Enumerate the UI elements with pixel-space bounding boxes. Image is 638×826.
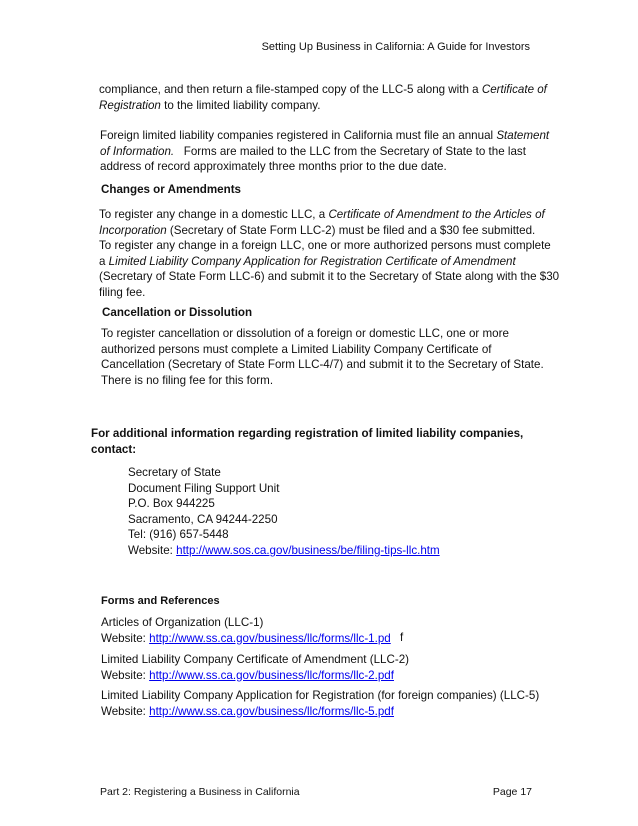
contact-org: Secretary of State (128, 466, 221, 479)
form-reference-llc1 (101, 615, 571, 646)
text-italic: Incorporation (99, 223, 167, 237)
text: contact: (91, 442, 137, 456)
text: to the limited liability company. (160, 98, 321, 112)
form-reference-llc2 (101, 652, 571, 683)
text: Cancellation (Secretary of State Form LLC-4/7) and submit it to the Secretary of State. (101, 358, 544, 371)
text: For additional information regarding registration of limited liability companies, (91, 427, 524, 440)
paragraph-cancellation (101, 326, 571, 388)
contact-phone: Tel: (916) 657-5448 (128, 528, 229, 542)
text-italic: Statement (496, 129, 550, 142)
heading-additional-information (91, 426, 571, 457)
paragraph-statement-of-information (100, 128, 570, 175)
text: To register cancellation or dissolution of a foreign or domestic LLC, one or more (101, 327, 509, 340)
heading-forms-and-references: Forms and References (101, 595, 220, 607)
website-label: Website: (101, 668, 150, 682)
paragraph-changes (99, 207, 574, 300)
text-italic: Certificate of (481, 83, 547, 96)
form-title: Articles of Organization (LLC-1) (101, 616, 264, 629)
text: There is no filing fee for this form. (101, 373, 274, 387)
website-label: Website: (101, 704, 150, 718)
footer-page-number: Page 17 (492, 786, 532, 798)
form-reference-llc5 (101, 688, 581, 719)
footer-section-title: Part 2: Registering a Business in California (100, 786, 300, 798)
text: Foreign limited liability companies registered in California must file an annual (100, 129, 497, 142)
text: a (99, 254, 109, 268)
text: compliance, and then return a file-stamped copy of the LLC-5 along with a (99, 83, 482, 96)
text: Forms are mailed to the LLC from the Secretary of State to the last (174, 144, 526, 158)
text: To register any change in a foreign LLC, one or more authorized persons must complete (99, 239, 551, 252)
text: filing fee. (99, 285, 146, 299)
heading-changes-or-amendments: Changes or Amendments (101, 183, 242, 196)
heading-cancellation-or-dissolution: Cancellation or Dissolution (102, 306, 253, 319)
contact-city: Sacramento, CA 94244-2250 (128, 512, 278, 526)
text-italic: of Information. (100, 144, 175, 158)
text: (Secretary of State Form LLC-2) must be filed and a $30 fee submitted. (166, 223, 536, 237)
text: authorized persons must complete a Limited Liability Company Certificate of (101, 342, 492, 356)
text: To register any change in a domestic LLC, a (99, 208, 329, 221)
contact-po-box: P.O. Box 944225 (128, 497, 215, 511)
website-label: Website: (101, 631, 150, 645)
text-italic: Limited Liability Company Application for Registration Certificate of Amendment (108, 254, 516, 268)
text-italic: Registration (99, 98, 161, 112)
contact-unit: Document Filing Support Unit (128, 481, 280, 495)
form-title: Limited Liability Company Certificate of Amendment (LLC-2) (101, 653, 410, 666)
website-label: Website: (128, 543, 177, 557)
text: address of record approximately three months prior to the due date. (100, 160, 447, 173)
contact-address-block (128, 465, 440, 559)
text: (Secretary of State Form LLC-6) and submit it to the Secretary of State along with the $30 (99, 270, 560, 283)
llc1-form-link[interactable]: http://www.ss.ca.gov/business/llc/forms/llc-1.pd (149, 631, 391, 645)
llc2-form-link[interactable]: http://www.ss.ca.gov/business/llc/forms/llc-2.pdf (149, 668, 394, 682)
form-title: Limited Liability Company Application for Registration (for foreign companies) (LLC-5) (101, 689, 540, 702)
stray-character: f (400, 631, 404, 644)
sos-website-link[interactable]: http://www.sos.ca.gov/business/be/filing-tips-llc.htm (176, 543, 440, 557)
text-italic: Certificate of Amendment to the Articles of (328, 208, 545, 221)
llc5-form-link[interactable]: http://www.ss.ca.gov/business/llc/forms/llc-5.pdf (149, 704, 394, 718)
paragraph-llc5-compliance (99, 82, 569, 113)
running-header: Setting Up Business in California: A Guide for Investors (261, 41, 530, 53)
